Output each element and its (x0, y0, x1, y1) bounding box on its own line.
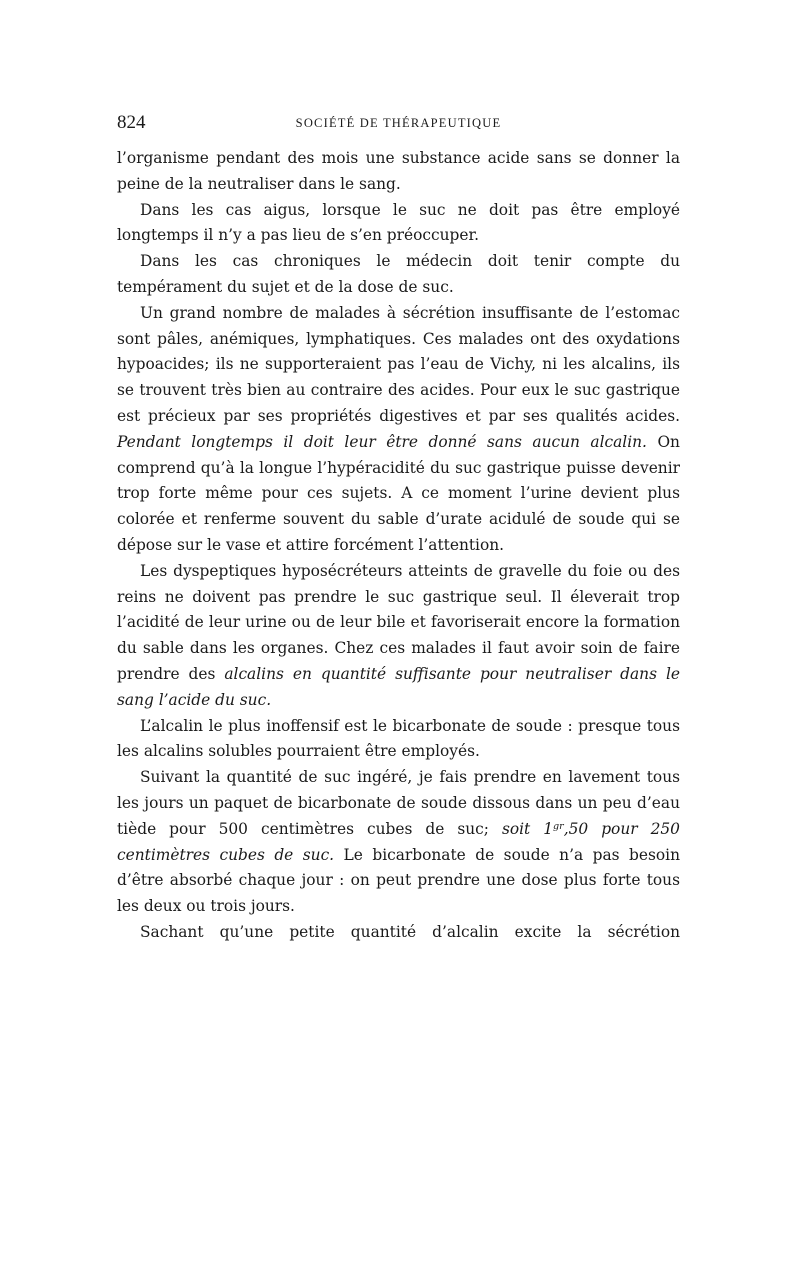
paragraph-1-text: l’organisme pendant des mois une substance acide sans se donner la peine de la neutraliser dans le sang. (117, 149, 680, 193)
paragraph-2 (117, 198, 680, 250)
paragraph-4 (117, 301, 680, 559)
paragraph-3 (117, 249, 680, 301)
paragraph-7-italic-sup: gr (553, 820, 564, 832)
paragraph-5 (117, 559, 680, 714)
paragraph-8 (117, 920, 680, 946)
paragraph-8-text: Sachant qu’une petite quantité d’alcalin excite la sécrétion (140, 922, 680, 941)
paragraph-6-text: L’alcalin le plus inoffensif est le bicarbonate de soude : presque tous les alcalins solubles pourraient être employés. (117, 716, 680, 761)
paragraph-2-text: Dans les cas aigus, lorsque le suc ne doit pas être employé longtemps il n’y a pas lieu de s’en préoccuper. (117, 200, 680, 245)
paragraph-4-text-before: Un grand nombre de malades à sécrétion insuffisante de l’estomac sont pâles, anémiques, lymphatiques. Ces malades ont des oxydations hypoacides; ils ne supporteraient pas l’eau de Vichy, ni les alcalins, ils se trouvent très bien au contraire des acides. Pour eux le suc gastrique est précieux par ses propriétés digestives et par ses qualités acides. (117, 303, 680, 425)
body-text (117, 146, 680, 946)
paragraph-7-italic-b: ,50 pour 250 centimètres cubes de suc. (117, 819, 680, 864)
paragraph-7-italic-a: soit 1 (501, 819, 554, 838)
paragraph-7 (117, 765, 680, 920)
page-number: 824 (117, 112, 146, 133)
paragraph-7-text-after: Le bicarbonate de soude n’a pas besoin d’être absorbé chaque jour : on peut prendre une dose plus forte tous les deux ou trois jours. (117, 845, 680, 916)
paragraph-5-italic: alcalins en quantité suffisante pour neutraliser dans le sang l’acide du suc. (117, 664, 680, 709)
paragraph-3-text: Dans les cas chroniques le médecin doit tenir compte du tempérament du sujet et de la dose de suc. (117, 252, 680, 296)
paragraph-1 (117, 146, 680, 198)
paragraph-7-text-before: Suivant la quantité de suc ingéré, je fais prendre en lavement tous les jours un paquet de bicarbonate de soude dissous dans un peu d’eau tiède pour 500 centimètres cubes de suc; (117, 768, 680, 838)
paragraph-4-text-after: On comprend qu’à la longue l’hypéracidité du suc gastrique puisse devenir trop forte même pour ces sujets. A ce moment l’urine devient plus colorée et renferme souvent du sable d’urate acidulé de soude qui se dépose sur le vase et attire forcément l’attention. (117, 432, 680, 554)
running-title: SOCIÉTÉ DE THÉRAPEUTIQUE (295, 116, 502, 130)
paragraph-6 (117, 714, 680, 766)
book-page (117, 112, 680, 946)
page-header (117, 112, 680, 142)
paragraph-4-italic: Pendant longtemps il doit leur être donné sans aucun alcalin. (117, 432, 647, 451)
paragraph-5-text-before: Les dyspeptiques hyposécréteurs atteints de gravelle du foie ou des reins ne doivent pas prendre le suc gastrique seul. Il éleverait trop l’acidité de leur urine ou de leur bile et favoriserait encore la formation du sable dans les organes. Chez ces malades il faut avoir soin de faire prendre des (117, 561, 680, 683)
